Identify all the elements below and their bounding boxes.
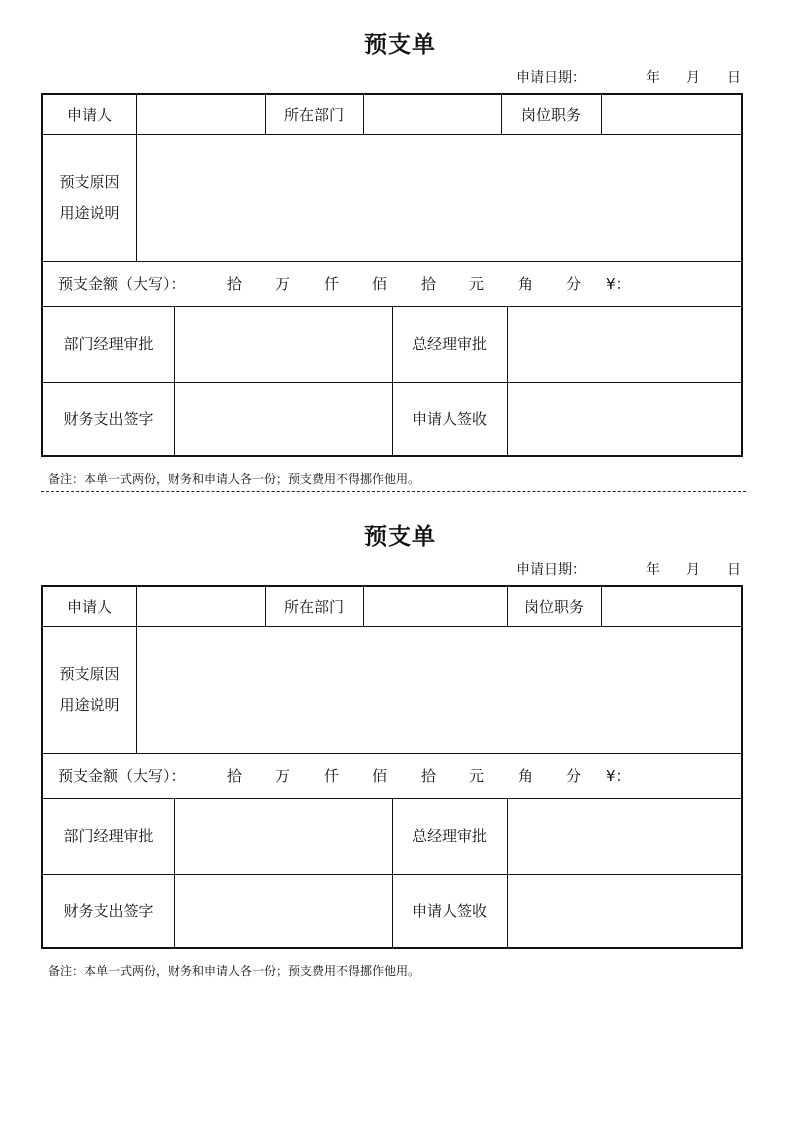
day-label: 日	[727, 562, 741, 578]
finance-signature-field[interactable]	[175, 383, 391, 456]
department-field[interactable]	[364, 95, 500, 133]
finance-signature-field[interactable]	[175, 875, 391, 948]
cut-line	[41, 491, 746, 492]
form-title: 预支单	[364, 524, 436, 550]
applicant-label: 申请人	[66, 598, 112, 616]
form-note: 备注：本单一式两份，财务和申请人各一份；预支费用不得挪作他用。	[48, 472, 421, 486]
department-label: 所在部门	[283, 106, 344, 124]
finance-signature-label: 财务支出签字	[63, 410, 154, 428]
unit-bai: 佰	[372, 275, 388, 293]
general-manager-approval-field[interactable]	[508, 799, 742, 873]
position-field[interactable]	[602, 95, 742, 133]
unit-wan: 万	[275, 275, 291, 293]
reason-field[interactable]	[137, 627, 742, 752]
unit-fen: 分	[566, 275, 582, 293]
date-label: 申请日期：	[516, 70, 586, 86]
position-field[interactable]	[602, 587, 742, 625]
unit-shi-2: 拾	[421, 767, 437, 785]
month-label: 月	[686, 70, 700, 86]
unit-jiao: 角	[518, 275, 534, 293]
form-note: 备注：本单一式两份，财务和申请人各一份；预支费用不得挪作他用。	[48, 964, 421, 978]
col-divider	[392, 798, 393, 949]
day-label: 日	[727, 70, 741, 86]
applicant-field[interactable]	[137, 95, 264, 133]
application-date-row	[0, 559, 800, 577]
date-label: 申请日期：	[516, 562, 586, 578]
applicant-receipt-field[interactable]	[508, 383, 742, 456]
applicant-label: 申请人	[66, 106, 112, 124]
form-table	[41, 93, 743, 457]
amount-label: 预支金额（大写）：	[58, 767, 186, 785]
reason-label-line1: 预支原因	[59, 173, 120, 191]
amount-row[interactable]	[43, 765, 743, 785]
reason-label-line1: 预支原因	[59, 665, 120, 683]
currency-label: ¥：	[606, 767, 631, 785]
unit-shi: 拾	[227, 275, 243, 293]
reason-label-line2: 用途说明	[59, 204, 120, 222]
dept-manager-approval-field[interactable]	[175, 307, 391, 381]
unit-qian: 仟	[324, 767, 340, 785]
applicant-receipt-label: 申请人签收	[411, 410, 487, 428]
month-label: 月	[686, 562, 700, 578]
unit-wan: 万	[275, 767, 291, 785]
dept-manager-approval-field[interactable]	[175, 799, 391, 873]
reason-field[interactable]	[137, 135, 742, 260]
form-title: 预支单	[364, 32, 436, 58]
dept-manager-approval-label: 部门经理审批	[63, 335, 154, 353]
department-label: 所在部门	[283, 598, 344, 616]
row-divider	[43, 261, 743, 262]
unit-fen: 分	[566, 767, 582, 785]
unit-bai: 佰	[372, 767, 388, 785]
col-divider	[392, 306, 393, 457]
unit-yuan: 元	[469, 275, 485, 293]
applicant-receipt-label: 申请人签收	[411, 902, 487, 920]
application-date-row	[0, 67, 800, 85]
position-label: 岗位职务	[523, 598, 584, 616]
amount-label: 预支金额（大写）：	[58, 275, 186, 293]
general-manager-approval-field[interactable]	[508, 307, 742, 381]
currency-label: ¥：	[606, 275, 631, 293]
reason-label-line2: 用途说明	[59, 696, 120, 714]
unit-yuan: 元	[469, 767, 485, 785]
general-manager-approval-label: 总经理审批	[411, 335, 487, 353]
unit-jiao: 角	[518, 767, 534, 785]
department-field[interactable]	[364, 587, 506, 625]
unit-shi: 拾	[227, 767, 243, 785]
year-label: 年	[646, 562, 660, 578]
row-divider	[43, 753, 743, 754]
position-label: 岗位职务	[520, 106, 581, 124]
unit-shi-2: 拾	[421, 275, 437, 293]
form-table	[41, 585, 743, 949]
finance-signature-label: 财务支出签字	[63, 902, 154, 920]
applicant-field[interactable]	[137, 587, 264, 625]
year-label: 年	[646, 70, 660, 86]
general-manager-approval-label: 总经理审批	[411, 827, 487, 845]
applicant-receipt-field[interactable]	[508, 875, 742, 948]
unit-qian: 仟	[324, 275, 340, 293]
amount-row[interactable]	[43, 273, 743, 293]
dept-manager-approval-label: 部门经理审批	[63, 827, 154, 845]
